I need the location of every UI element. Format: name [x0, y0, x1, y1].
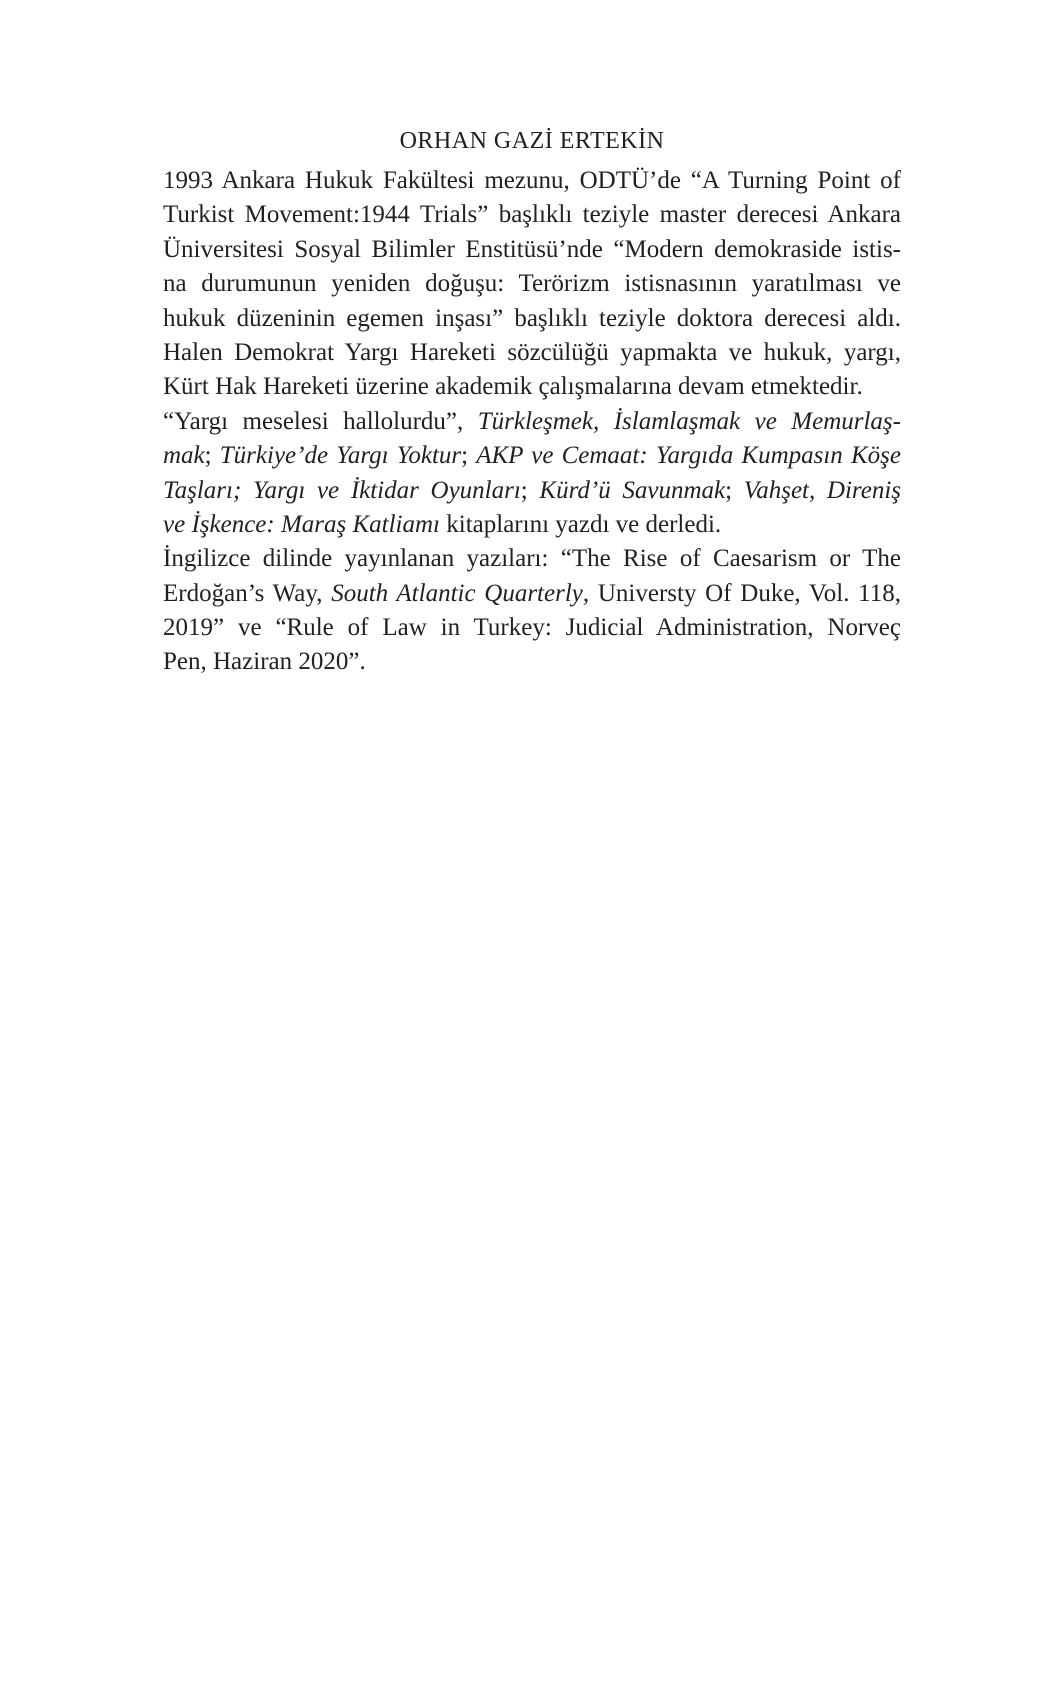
bio-text: ; — [461, 442, 477, 470]
bio-text: “Yargı meselesi hallolurdu”, — [163, 407, 478, 435]
bio-text: İngilizce dilinde yayınlanan yazıları: “The Rise of Caesarism or The — [163, 545, 901, 573]
bio-text: Erdoğan’s Way, — [163, 579, 332, 607]
bio-text: hukuk düzeninin egemen inşası” başlıklı teziyle doktora derecesi aldı. — [163, 304, 901, 332]
bio-line — [163, 439, 901, 473]
bio-line — [163, 302, 901, 336]
bio-text: Pen, Haziran 2020”. — [163, 648, 366, 676]
author-name-heading: ORHAN GAZİ ERTEKİN — [399, 128, 665, 154]
bio-line — [163, 474, 901, 508]
italic-title-text: AKP ve Cemaat: Yargıda Kumpasın Köşe — [476, 442, 901, 470]
bio-text: Kürt Hak Hareketi üzerine akademik çalışmalarına devam etmektedir. — [163, 373, 863, 401]
bio-line — [163, 611, 901, 645]
bio-text: ; — [204, 442, 220, 470]
italic-title-text: Türkiye’de Yargı Yoktur — [219, 442, 462, 470]
bio-text: kitaplarını yazdı ve derledi. — [440, 510, 722, 538]
bio-text: Turkist Movement:1944 Trials” başlıklı teziyle master derecesi Ankara — [163, 201, 901, 229]
italic-title-text: ve İşkence: Maraş Katliamı — [163, 510, 441, 538]
bio-text: Halen Demokrat Yargı Hareketi sözcülüğü yapmakta ve hukuk, yargı, — [163, 338, 901, 366]
bio-text: 2019” ve “Rule of Law in Turkey: Judicial Administration, Norveç — [163, 614, 901, 642]
bio-line — [163, 405, 901, 439]
bio-line — [163, 198, 901, 232]
bio-line — [163, 508, 901, 542]
italic-title-text: Türkleşmek, İslamlaşmak ve Memurlaş- — [477, 407, 901, 435]
bio-text: , Universty Of Duke, Vol. 118, — [582, 579, 902, 607]
bio-text: 1993 Ankara Hukuk Fakültesi mezunu, ODTÜ’de “A Turning Point of — [163, 167, 901, 194]
bio-line — [163, 370, 901, 404]
bio-text: ; — [520, 476, 540, 504]
italic-title-text: Kürd’ü Savunmak — [539, 476, 726, 504]
bio-text: ; — [725, 476, 744, 504]
bio-line — [163, 267, 901, 301]
bio-line — [163, 542, 901, 576]
bio-line — [163, 164, 901, 198]
author-biography — [163, 164, 901, 680]
italic-title-text: Taşları; Yargı ve İktidar Oyunları — [163, 476, 521, 504]
bio-line — [163, 577, 901, 611]
bio-line — [163, 336, 901, 370]
italic-title-text: Vahşet, Direniş — [743, 476, 901, 504]
bio-text: na durumunun yeniden doğuşu: Terörizm istisnasının yaratılması ve — [163, 270, 901, 298]
bio-line — [163, 645, 901, 679]
bio-text: Üniversitesi Sosyal Bilimler Enstitüsü’nde “Modern demokraside istis- — [163, 235, 901, 263]
italic-title-text: South Atlantic Quarterly — [331, 579, 583, 607]
italic-title-text: mak — [163, 442, 205, 470]
bio-line — [163, 233, 901, 267]
